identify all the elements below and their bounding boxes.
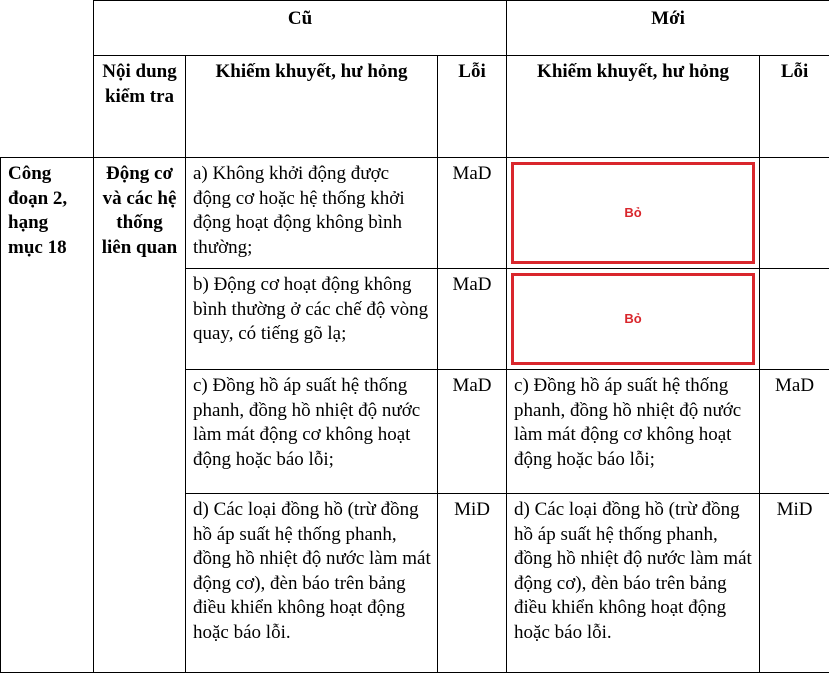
new-defect-column-header: Khiếm khuyết, hư hỏng [507,56,760,158]
old-error-cell: MiD [438,494,507,673]
old-error-cell: MaD [438,370,507,494]
new-group-header: Mới [507,1,829,56]
column-header-row [1,56,829,158]
new-defect-removed-cell [507,269,760,370]
old-defect-cell: c) Đồng hồ áp suất hệ thống phanh, đồng hồ nhiệt độ nước làm mát động cơ không hoạt động hoặc báo lỗi; [186,370,438,494]
new-defect-removed-cell [507,158,760,269]
removed-marker [511,162,755,264]
old-error-column-header: Lỗi [438,56,507,158]
new-error-cell [760,158,829,269]
content-column-header: Nội dung kiểm tra [94,56,186,158]
removed-label: Bỏ [624,307,641,332]
new-error-cell [760,269,829,370]
old-defect-column-header: Khiếm khuyết, hư hỏng [186,56,438,158]
table-row [1,158,829,269]
content-cell: Động cơ và các hệ thống liên quan [94,158,186,673]
new-error-cell: MaD [760,370,829,494]
new-defect-cell: d) Các loại đồng hồ (trừ đồng hồ áp suất hệ thống phanh, đồng hồ nhiệt độ nước làm mát động cơ), đèn báo trên bảng điều khiển không hoạt động hoặc báo lỗi. [507,494,760,673]
old-defect-cell: a) Không khởi động được động cơ hoặc hệ thống khởi động hoạt động không bình thường; [186,158,438,269]
new-error-column-header: Lỗi [760,56,829,158]
old-error-cell: MaD [438,269,507,370]
new-error-cell: MiD [760,494,829,673]
old-error-cell: MaD [438,158,507,269]
removed-label: Bỏ [624,201,641,226]
old-defect-cell: b) Động cơ hoạt động không bình thường ở các chế độ vòng quay, có tiếng gõ lạ; [186,269,438,370]
removed-marker [511,273,755,365]
group-header-row [1,1,829,56]
old-defect-cell: d) Các loại đồng hồ (trừ đồng hồ áp suất hệ thống phanh, đồng hồ nhiệt độ nước làm mát động cơ), đèn báo trên bảng điều khiển không hoạt động hoặc báo lỗi. [186,494,438,673]
old-group-header: Cũ [94,1,507,56]
new-defect-cell: c) Đồng hồ áp suất hệ thống phanh, đồng hồ nhiệt độ nước làm mát động cơ không hoạt động hoặc báo lỗi; [507,370,760,494]
corner-blank-cell [1,1,94,158]
stage-cell: Công đoạn 2, hạng mục 18 [1,158,94,673]
